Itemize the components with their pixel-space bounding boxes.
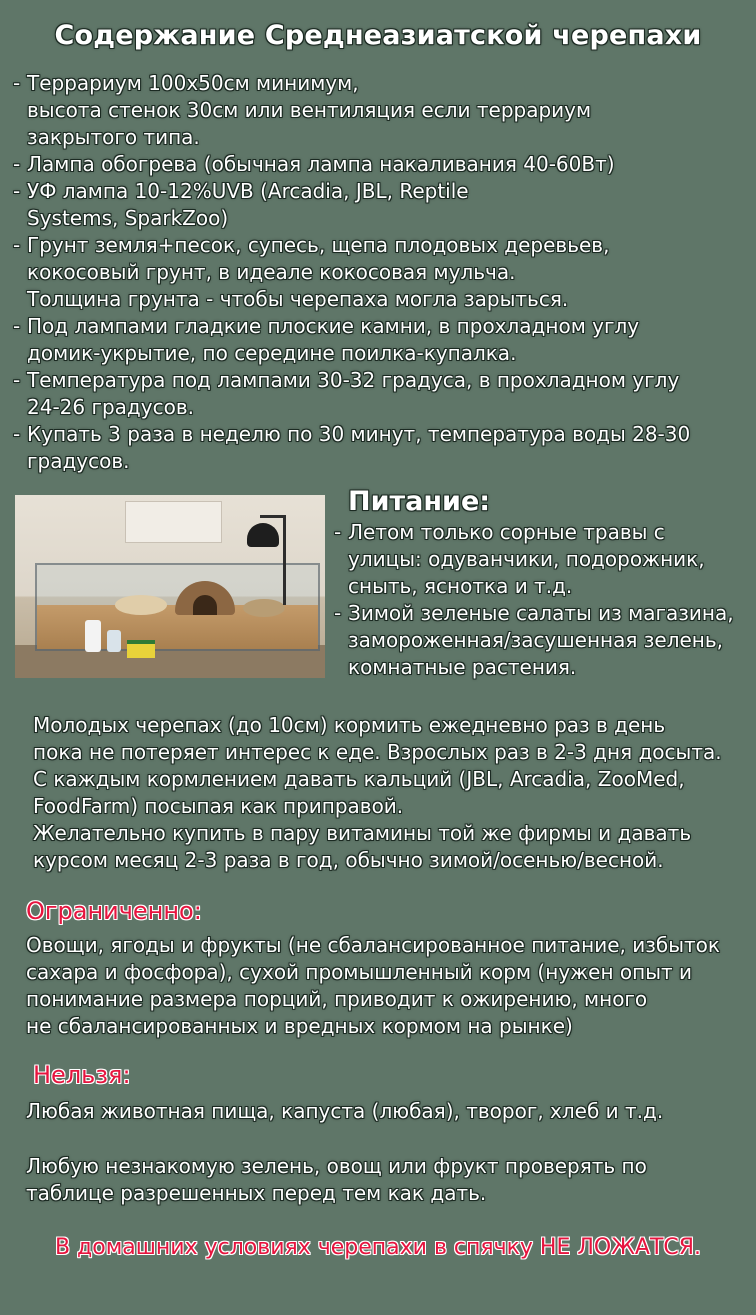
nutrition-line: - Зимой зеленые салаты из магазина, xyxy=(348,601,734,625)
feeding-line: курсом месяц 2-3 раза в год, обычно зимой/осенью/весной. xyxy=(33,848,664,872)
care-line: - УФ лампа 10-12%UVB (Arcadia, JBL, Reptile xyxy=(27,179,469,203)
limited-line: сахара и фосфора), сухой промышленный корм (нужен опыт и xyxy=(26,960,693,984)
care-line: - Купать 3 раза в неделю по 30 минут, температура воды 28-30 xyxy=(27,422,691,446)
limited-line: не сбалансированных и вредных кормом на рынке) xyxy=(26,1014,573,1038)
hide-entrance xyxy=(193,595,217,615)
care-line: кокосовый грунт, в идеале кокосовая мульча. xyxy=(27,260,516,284)
sponge xyxy=(127,640,155,658)
feeding-line: Молодых черепах (до 10см) кормить ежедневно раз в день xyxy=(33,713,666,737)
supplement-bottle xyxy=(85,620,101,652)
care-line: Systems, SparkZoo) xyxy=(27,206,229,230)
care-line: Толщина грунта - чтобы черепаха могла зарыться. xyxy=(27,287,569,311)
feeding-line: пока не потеряет интерес к еде. Взрослых раз в 2-3 дня досыта. xyxy=(33,740,722,764)
limited-line: понимание размера порций, приводит к ожирению, много xyxy=(26,987,648,1011)
unknown-food-line: таблице разрешенных перед тем как дать. xyxy=(26,1181,487,1205)
limited-text xyxy=(26,932,746,1040)
unknown-food-note xyxy=(26,1153,746,1207)
lamp-reflector xyxy=(247,523,279,547)
care-item-uv-lamp xyxy=(12,178,742,232)
terrarium-photo xyxy=(15,495,325,678)
care-line: - Температура под лампами 30-32 градуса, в прохладном углу xyxy=(27,368,680,392)
forbidden-text: Любая животная пища, капуста (любая), творог, хлеб и т.д. xyxy=(26,1099,664,1123)
care-item-stones-shelter xyxy=(12,313,742,367)
care-list xyxy=(12,70,742,475)
feeding-paragraph xyxy=(33,712,743,874)
care-item-terrarium xyxy=(12,70,742,151)
cork-bark xyxy=(243,599,285,617)
care-item-temperature xyxy=(12,367,742,421)
flat-stone xyxy=(115,595,167,615)
supplement-bottle xyxy=(107,630,121,652)
limited-line: Овощи, ягоды и фрукты (не сбалансированное питание, избыток xyxy=(26,933,720,957)
feeding-line: Желательно купить в пару витамины той же фирмы и давать xyxy=(33,821,692,845)
care-line: - Лампа обогрева (обычная лампа накаливания 40-60Вт) xyxy=(27,152,615,176)
unknown-food-line: Любую незнакомую зелень, овощ или фрукт проверять по xyxy=(26,1154,647,1178)
page-title: Содержание Среднеазиатской черепахи xyxy=(54,20,702,51)
lamp-arm xyxy=(260,515,286,518)
hibernation-warning: В домашних условиях черепахи в спячку НЕ ЛОЖАТСЯ. xyxy=(54,1235,702,1260)
care-line: - Под лампами гладкие плоские камни, в прохладном углу xyxy=(27,314,640,338)
feeding-line: FoodFarm) посыпая как приправой. xyxy=(33,794,404,818)
care-line: 24-26 градусов. xyxy=(27,395,194,419)
nutrition-list xyxy=(333,519,743,681)
nutrition-line: сныть, яснотка и т.д. xyxy=(348,574,573,598)
care-line: закрытого типа. xyxy=(27,125,200,149)
forbidden-title: Нельзя: xyxy=(33,1061,131,1089)
care-line: домик-укрытие, по середине поилка-купалка. xyxy=(27,341,517,365)
nutrition-title: Питание: xyxy=(348,486,491,517)
lamp-stand xyxy=(283,515,286,605)
care-line: высота стенок 30см или вентиляция если террариум xyxy=(27,98,592,122)
nutrition-item-winter xyxy=(333,600,743,681)
nutrition-line: замороженная/засушенная зелень, xyxy=(348,628,724,652)
wall-sign xyxy=(125,501,222,543)
feeding-line: С каждым кормлением давать кальций (JBL, Arcadia, ZooMed, xyxy=(33,767,685,791)
care-item-heat-lamp xyxy=(12,151,742,178)
nutrition-section xyxy=(333,485,743,681)
care-line: градусов. xyxy=(27,449,130,473)
nutrition-line: улицы: одуванчики, подорожник, xyxy=(348,547,705,571)
care-item-bathing xyxy=(12,421,742,475)
care-line: - Грунт земля+песок, супесь, щепа плодовых деревьев, xyxy=(27,233,610,257)
limited-title: Ограниченно: xyxy=(26,897,202,925)
nutrition-line: комнатные растения. xyxy=(348,655,577,679)
care-line: - Террариум 100х50см минимум, xyxy=(27,71,359,95)
care-item-substrate xyxy=(12,232,742,313)
nutrition-item-summer xyxy=(333,519,743,600)
nutrition-line: - Летом только сорные травы с xyxy=(348,520,665,544)
